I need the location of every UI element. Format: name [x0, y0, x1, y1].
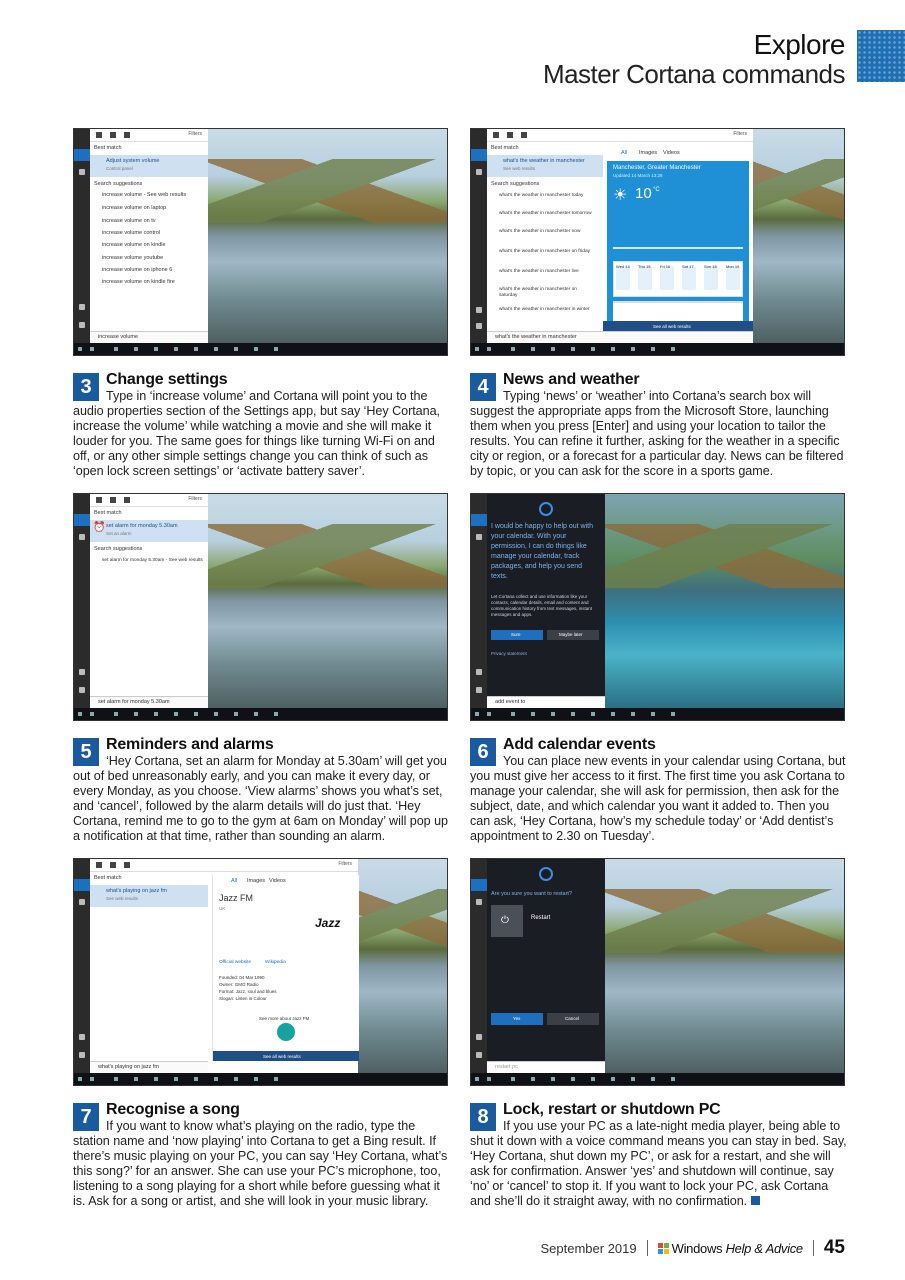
cortana-search-panel	[90, 859, 358, 1073]
weather-location: Manchester, Greater Manchester	[613, 165, 701, 171]
cortana-ring-icon	[539, 867, 553, 881]
section-body: ‘Hey Cortana, set an alarm for Monday at 5.30am’ will get you out of bed unreasonably early, and you can make it every day, or every Monday, as you choose. ‘View alarms’ shows you what’s set, and ‘cancel’, followed by the alarm details will do just that. ‘Hey Cortana, remind me to go to the gym at 6am on Monday’ will pop up a notification at that time, rather than sounding an alarm.	[73, 754, 448, 844]
start-rail	[74, 129, 90, 343]
best-match-result[interactable]	[90, 520, 208, 542]
footer-divider	[813, 1240, 814, 1256]
suggestion-item[interactable]: set alarm for monday 5.30am - See web results	[102, 558, 203, 563]
fact-founded: Founded: 04 Mar 1990	[219, 975, 265, 980]
cortana-confirm-panel	[487, 859, 605, 1073]
step-number: 7	[73, 1103, 99, 1131]
best-match-result[interactable]	[90, 885, 208, 907]
yes-button[interactable]	[491, 1013, 543, 1025]
best-match-label: Best match	[94, 875, 122, 881]
restart-question: Are you sure you want to restart?	[491, 891, 573, 897]
result-title: what's the weather in manchester	[503, 158, 585, 164]
forecast-day: Thu 15	[638, 264, 651, 269]
forecast-day: Fri 16	[660, 264, 671, 269]
section-body	[470, 1119, 850, 1210]
restart-label: Restart	[531, 915, 551, 921]
forecast-day: Mon 19	[726, 264, 740, 269]
section-body: If you want to know what’s playing on the radio, type the station name and ‘now playing’ into Cortana to get a Bing result. If there’s music playing on your PC, you can say ‘Hey Cortana, what’s this song?’ for an answer. She can use your PC’s microphone, too, listening to a song playing for a short while before guessing what it is. Ask for a song or artist, and she will look in your music library.	[73, 1119, 448, 1209]
suggestion-item[interactable]: increase volume control	[102, 230, 161, 236]
suggestion-item[interactable]: increase volume on iphone 6	[102, 267, 173, 273]
search-suggestions-label: Search suggestions	[94, 181, 143, 187]
suggestion-item[interactable]: what's the weather in manchester now	[499, 229, 581, 234]
best-match-label: Best match	[94, 145, 122, 151]
cortana-search-panel	[90, 129, 208, 343]
alarm-clock-icon: ⏰	[93, 522, 106, 533]
result-title: Adjust system volume	[106, 158, 160, 164]
result-title: what's playing on jazz fm	[106, 888, 167, 894]
screenshot-calendar-events	[470, 493, 845, 721]
best-match-label: Best match	[94, 510, 122, 516]
search-box[interactable]	[487, 1061, 605, 1073]
taskbar	[471, 343, 844, 355]
start-rail	[74, 494, 90, 708]
step-number: 3	[73, 373, 99, 401]
maybe-later-button[interactable]	[547, 630, 599, 640]
section-title: Reminders and alarms	[106, 736, 274, 753]
cortana-ring-icon	[539, 502, 553, 516]
sun-icon: ☀	[613, 187, 628, 204]
tab-videos[interactable]: Videos	[663, 150, 680, 156]
see-more-link[interactable]: See more about Jazz FM	[259, 1016, 310, 1021]
maybe-later-label: Maybe later	[559, 632, 583, 637]
fact-slogan: Slogan: Listen in Colour	[219, 996, 267, 1001]
result-subtitle: See web results	[106, 896, 139, 901]
suggestion-item[interactable]: what's the weather in manchester on saturday	[499, 287, 577, 298]
search-suggestions-label: Search suggestions	[94, 546, 143, 552]
forecast-day: Wed 14	[616, 264, 630, 269]
section-label: Explore	[753, 29, 845, 60]
section-change-settings	[73, 372, 453, 480]
section-title: Add calendar events	[503, 736, 656, 753]
weather-updated: Updated 14 March 13:28	[613, 173, 663, 178]
section-body: Type in ‘increase volume’ and Cortana will point you to the audio properties section of the Settings app, but say ‘Hey Cortana, increase the volume’ while watching a movie and she will make it louder for you. The same goes for things like turning Wi-Fi on and off, or any other simple settings change you can think of such as ‘open lock screen settings’ or ‘activate battery saver’.	[73, 389, 440, 479]
search-query: what's the weather in manchester	[495, 334, 577, 340]
section-reminders-alarms	[73, 737, 453, 845]
search-query: set alarm for monday 5.30am	[98, 699, 170, 705]
weather-unit: °C	[653, 187, 660, 193]
weather-card[interactable]	[607, 161, 749, 331]
page-title: Master Cortana commands	[542, 59, 845, 89]
best-match-result[interactable]	[90, 155, 208, 177]
magazine-name-a: Windows	[671, 1240, 726, 1256]
suggestion-item[interactable]: increase volume - See web results	[102, 192, 187, 198]
official-website-link[interactable]: Official website	[219, 960, 252, 965]
suggestion-item[interactable]: increase volume on tv	[102, 218, 156, 224]
section-recognise-song	[73, 1102, 453, 1210]
cortana-search-panel	[90, 494, 208, 708]
cancel-label: Cancel	[565, 1016, 580, 1021]
start-rail	[471, 129, 487, 343]
section-lock-restart	[470, 1102, 850, 1210]
section-title: Recognise a song	[106, 1101, 240, 1118]
windows-flag-icon	[658, 1243, 669, 1254]
forecast-day: Sat 17	[682, 264, 694, 269]
section-body-text: If you use your PC as a late-night media player, being able to shut it down with a voice command means you can stay in bed. Say, ‘Hey Cortana, shut down my PC’, or ask for a restart, and she will ask for confirmation. Answer ‘yes’ and shutdown will continue, say ‘no’ or ‘cancel’ to stop it. If you want to lock your PC, ask Cortana and she’ll do it straight away, with no confirmation.	[470, 1119, 847, 1209]
taskbar	[74, 343, 447, 355]
filters-button[interactable]: Filters	[733, 131, 747, 137]
screenshot-reminders-alarms	[73, 493, 448, 721]
web-preview-pane	[212, 875, 359, 1061]
page-footer	[541, 1236, 846, 1260]
footer-divider	[647, 1240, 648, 1256]
section-body: You can place new events in your calendar using Cortana, but you must give her access to it first. The first time you ask Cortana to manage your calendar, she will ask for permission, then ask for the subject, date, and which calendar you want it added to. Then you can ask, ‘Hey Cortana, how’s my schedule today’ or ‘Add dentist’s appointment to 2.30 on Tuesday’.	[470, 754, 846, 844]
see-all-web-results[interactable]	[603, 321, 753, 331]
search-box[interactable]	[487, 696, 605, 708]
suggestion-item[interactable]: increase volume on laptop	[102, 205, 167, 211]
power-icon[interactable]: ⏻	[491, 905, 523, 937]
magazine-name	[672, 1241, 803, 1256]
forecast-row	[613, 261, 743, 297]
section-title: News and weather	[503, 371, 640, 388]
start-rail	[471, 859, 487, 1073]
page-number: 45	[823, 1237, 845, 1258]
search-box[interactable]	[90, 1061, 208, 1073]
result-subtitle: Set an alarm	[106, 531, 132, 536]
screenshot-lock-restart	[470, 858, 845, 1086]
issue-date: September 2019	[540, 1240, 637, 1256]
search-suggestions-label: Search suggestions	[491, 181, 540, 187]
privacy-statement-link[interactable]: Privacy statement	[491, 651, 527, 656]
step-number: 6	[470, 738, 496, 766]
screenshot-news-weather	[470, 128, 845, 356]
start-rail	[74, 859, 90, 1073]
end-mark	[751, 1196, 760, 1205]
taskbar	[74, 1073, 447, 1085]
best-match-label: Best match	[491, 145, 519, 151]
mountain-lake-wallpaper	[358, 859, 447, 1073]
cortana-search-panel	[487, 129, 753, 343]
tab-all[interactable]: All	[231, 878, 238, 884]
cortana-message: I would be happy to help out with your calendar. With your permission, I can do things like manage your calendar, track packages, and help you send texts.	[491, 523, 593, 580]
screenshot-change-settings	[73, 128, 448, 356]
suggestion-item[interactable]: increase volume on kindle fire	[102, 279, 175, 285]
result-title: set alarm for monday 5.30am	[106, 523, 178, 529]
search-box[interactable]	[90, 331, 208, 343]
tab-images[interactable]: Images	[247, 878, 266, 884]
start-rail	[471, 494, 487, 708]
search-query: restart pc	[495, 1064, 518, 1070]
search-query: what's playing on jazz fm	[98, 1064, 159, 1070]
see-all-label: See all web results	[653, 324, 691, 329]
see-all-label: See all web results	[263, 1054, 301, 1059]
search-box[interactable]	[90, 696, 208, 708]
search-box[interactable]	[487, 331, 753, 343]
blue-lake-wallpaper	[605, 494, 844, 708]
mountain-lake-wallpaper	[605, 859, 844, 1073]
step-number: 8	[470, 1103, 496, 1131]
step-number: 5	[73, 738, 99, 766]
suggestion-item[interactable]: what's the weather in manchester in winter	[499, 307, 590, 312]
station-name: Jazz FM	[219, 893, 254, 903]
section-body: Typing ‘news’ or ‘weather’ into Cortana’s search box will suggest the appropriate apps from the Microsoft Store, launching them when you press [Enter] and using your location to tailor the results. You can refine it further, asking for the weather in a specific city or region, or a forecast for a particular day. News can be filtered by topic, or you can ask for the score in a sports game.	[470, 389, 844, 479]
section-news-weather	[470, 372, 850, 480]
sure-label: Sure	[511, 632, 521, 637]
search-query: add event to	[495, 699, 526, 705]
cancel-button[interactable]	[547, 1013, 599, 1025]
best-match-result[interactable]	[487, 155, 603, 177]
tab-videos[interactable]: Videos	[269, 878, 286, 884]
taskbar	[471, 1073, 844, 1085]
section-title: Change settings	[106, 371, 228, 388]
wikipedia-link[interactable]: Wikipedia	[265, 960, 286, 965]
cortana-permission-panel	[487, 494, 605, 708]
yes-label: Yes	[513, 1016, 521, 1021]
taskbar	[74, 708, 447, 720]
jazz-fm-logo: Jazz	[315, 916, 341, 930]
suggestion-item[interactable]: increase volume youtube	[102, 255, 164, 261]
step-number: 4	[470, 373, 496, 401]
filters-button[interactable]: Filters	[338, 861, 352, 867]
suggestion-item[interactable]: what's the weather in manchester tomorrow	[499, 211, 592, 216]
search-query: increase volume	[98, 334, 139, 340]
suggestion-item[interactable]: what's the weather in manchester today	[499, 193, 584, 198]
sure-button[interactable]	[491, 630, 543, 640]
section-calendar-events	[470, 737, 850, 845]
fact-format: Format: Jazz, soul and blues	[219, 989, 277, 994]
mountain-lake-wallpaper	[741, 129, 844, 343]
suggestion-item[interactable]: what's the weather in manchester on friday	[499, 249, 591, 254]
result-subtitle: See web results	[503, 166, 536, 171]
cortana-permission-detail: Let Cortana collect and use information like your contacts, calendar details, email and content and communication history from text messages, instant messages and apps.	[491, 594, 593, 617]
tab-images[interactable]: Images	[639, 150, 658, 156]
see-all-web-results[interactable]	[213, 1051, 359, 1061]
suggestion-item[interactable]: increase volume on kindle	[102, 242, 166, 248]
web-preview-pane	[603, 147, 753, 331]
section-title: Lock, restart or shutdown PC	[503, 1101, 721, 1118]
fact-owner: Owner: GMG Radio	[219, 982, 259, 987]
screenshot-recognise-song	[73, 858, 448, 1086]
tab-all[interactable]: All	[621, 150, 628, 156]
result-subtitle: Control panel	[106, 166, 133, 171]
station-country: UK	[219, 906, 226, 911]
header-accent-block	[857, 30, 905, 82]
mountain-lake-wallpaper	[208, 129, 447, 343]
taskbar	[471, 708, 844, 720]
weather-temperature: 10	[635, 185, 652, 202]
magazine-name-b: Help & Advice	[725, 1240, 803, 1256]
filters-button[interactable]: Filters	[188, 131, 202, 137]
suggestion-item[interactable]: what's the weather in manchester live	[499, 269, 579, 274]
expand-chevron-icon[interactable]	[277, 1023, 295, 1041]
filters-button[interactable]: Filters	[188, 496, 202, 502]
forecast-day: Sun 18	[704, 264, 717, 269]
mountain-lake-wallpaper	[208, 494, 447, 708]
